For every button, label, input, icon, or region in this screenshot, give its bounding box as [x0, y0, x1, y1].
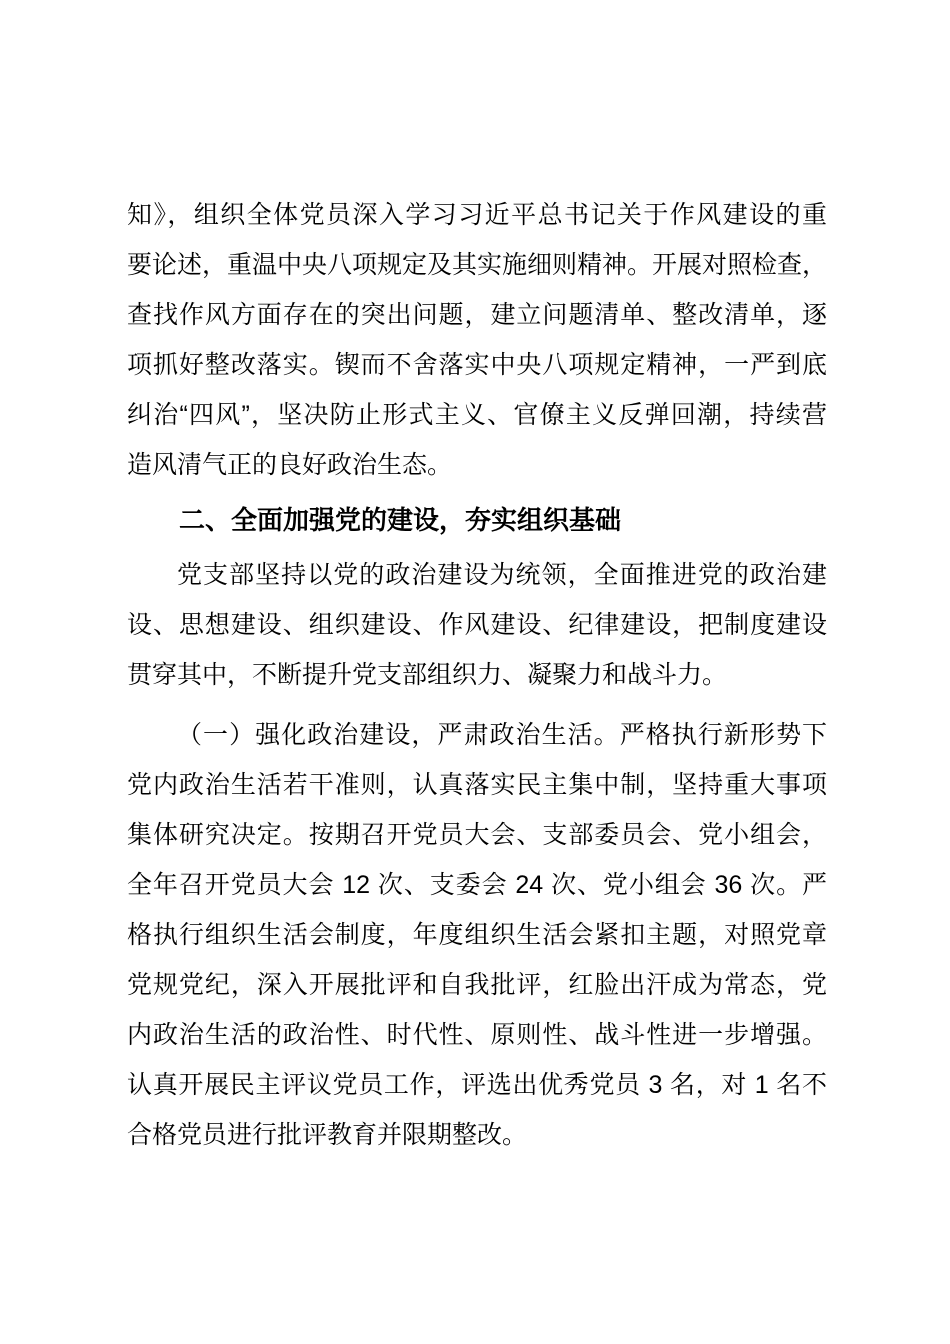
- paragraph-continued-from-previous-page: [127, 190, 827, 490]
- text-line: （一）强化政治建设，严肃政治生活。严格执行新形势下: [177, 721, 827, 749]
- text-line: 贯穿其中，不断提升党支部组织力、凝聚力和战斗力。: [127, 661, 728, 689]
- text-line: 格执行组织生活会制度，年度组织生活会紧扣主题，对照党章: [127, 921, 827, 949]
- text-line: 知》，组织全体党员深入学习习近平总书记关于作风建设的重: [127, 201, 827, 229]
- text-line: 要论述，重温中央八项规定及其实施细则精神。开展对照检查，: [127, 251, 828, 279]
- text-line: 集体研究决定。按期召开党员大会、支部委员会、党小组会，: [127, 821, 827, 849]
- paragraph-political-construction: [127, 710, 827, 1160]
- paragraph-party-building-overview: [127, 550, 827, 700]
- text-line: 合格党员进行批评教育并限期整改。: [127, 1121, 528, 1149]
- text-line: 全年召开党员大会 12 次、支委会 24 次、党小组会 36 次。严: [127, 871, 827, 899]
- text-line: 党规党纪，深入开展批评和自我批评，红脸出汗成为常态，党: [127, 971, 827, 999]
- text-line: 造风清气正的良好政治生态。: [127, 451, 453, 479]
- text-line: 党内政治生活若干准则，认真落实民主集中制，坚持重大事项: [127, 771, 827, 799]
- text-line: 党支部坚持以党的政治建设为统领，全面推进党的政治建: [177, 561, 827, 589]
- text-line: 项抓好整改落实。锲而不舍落实中央八项规定精神，一严到底: [127, 351, 827, 379]
- heading-line: 二、全面加强党的建设，夯实组织基础: [179, 505, 622, 535]
- section-heading-2: [127, 490, 827, 550]
- text-line: 设、思想建设、组织建设、作风建设、纪律建设，把制度建设: [127, 611, 827, 639]
- text-line: 查找作风方面存在的突出问题，建立问题清单、整改清单，逐: [127, 301, 827, 329]
- text-line: 纠治“四风”，坚决防止形式主义、官僚主义反弹回潮，持续营: [127, 401, 827, 429]
- text-line: 认真开展民主评议党员工作，评选出优秀党员 3 名，对 1 名不: [127, 1071, 827, 1099]
- document-body: [127, 190, 827, 1160]
- text-line: 内政治生活的政治性、时代性、原则性、战斗性进一步增强。: [127, 1021, 827, 1049]
